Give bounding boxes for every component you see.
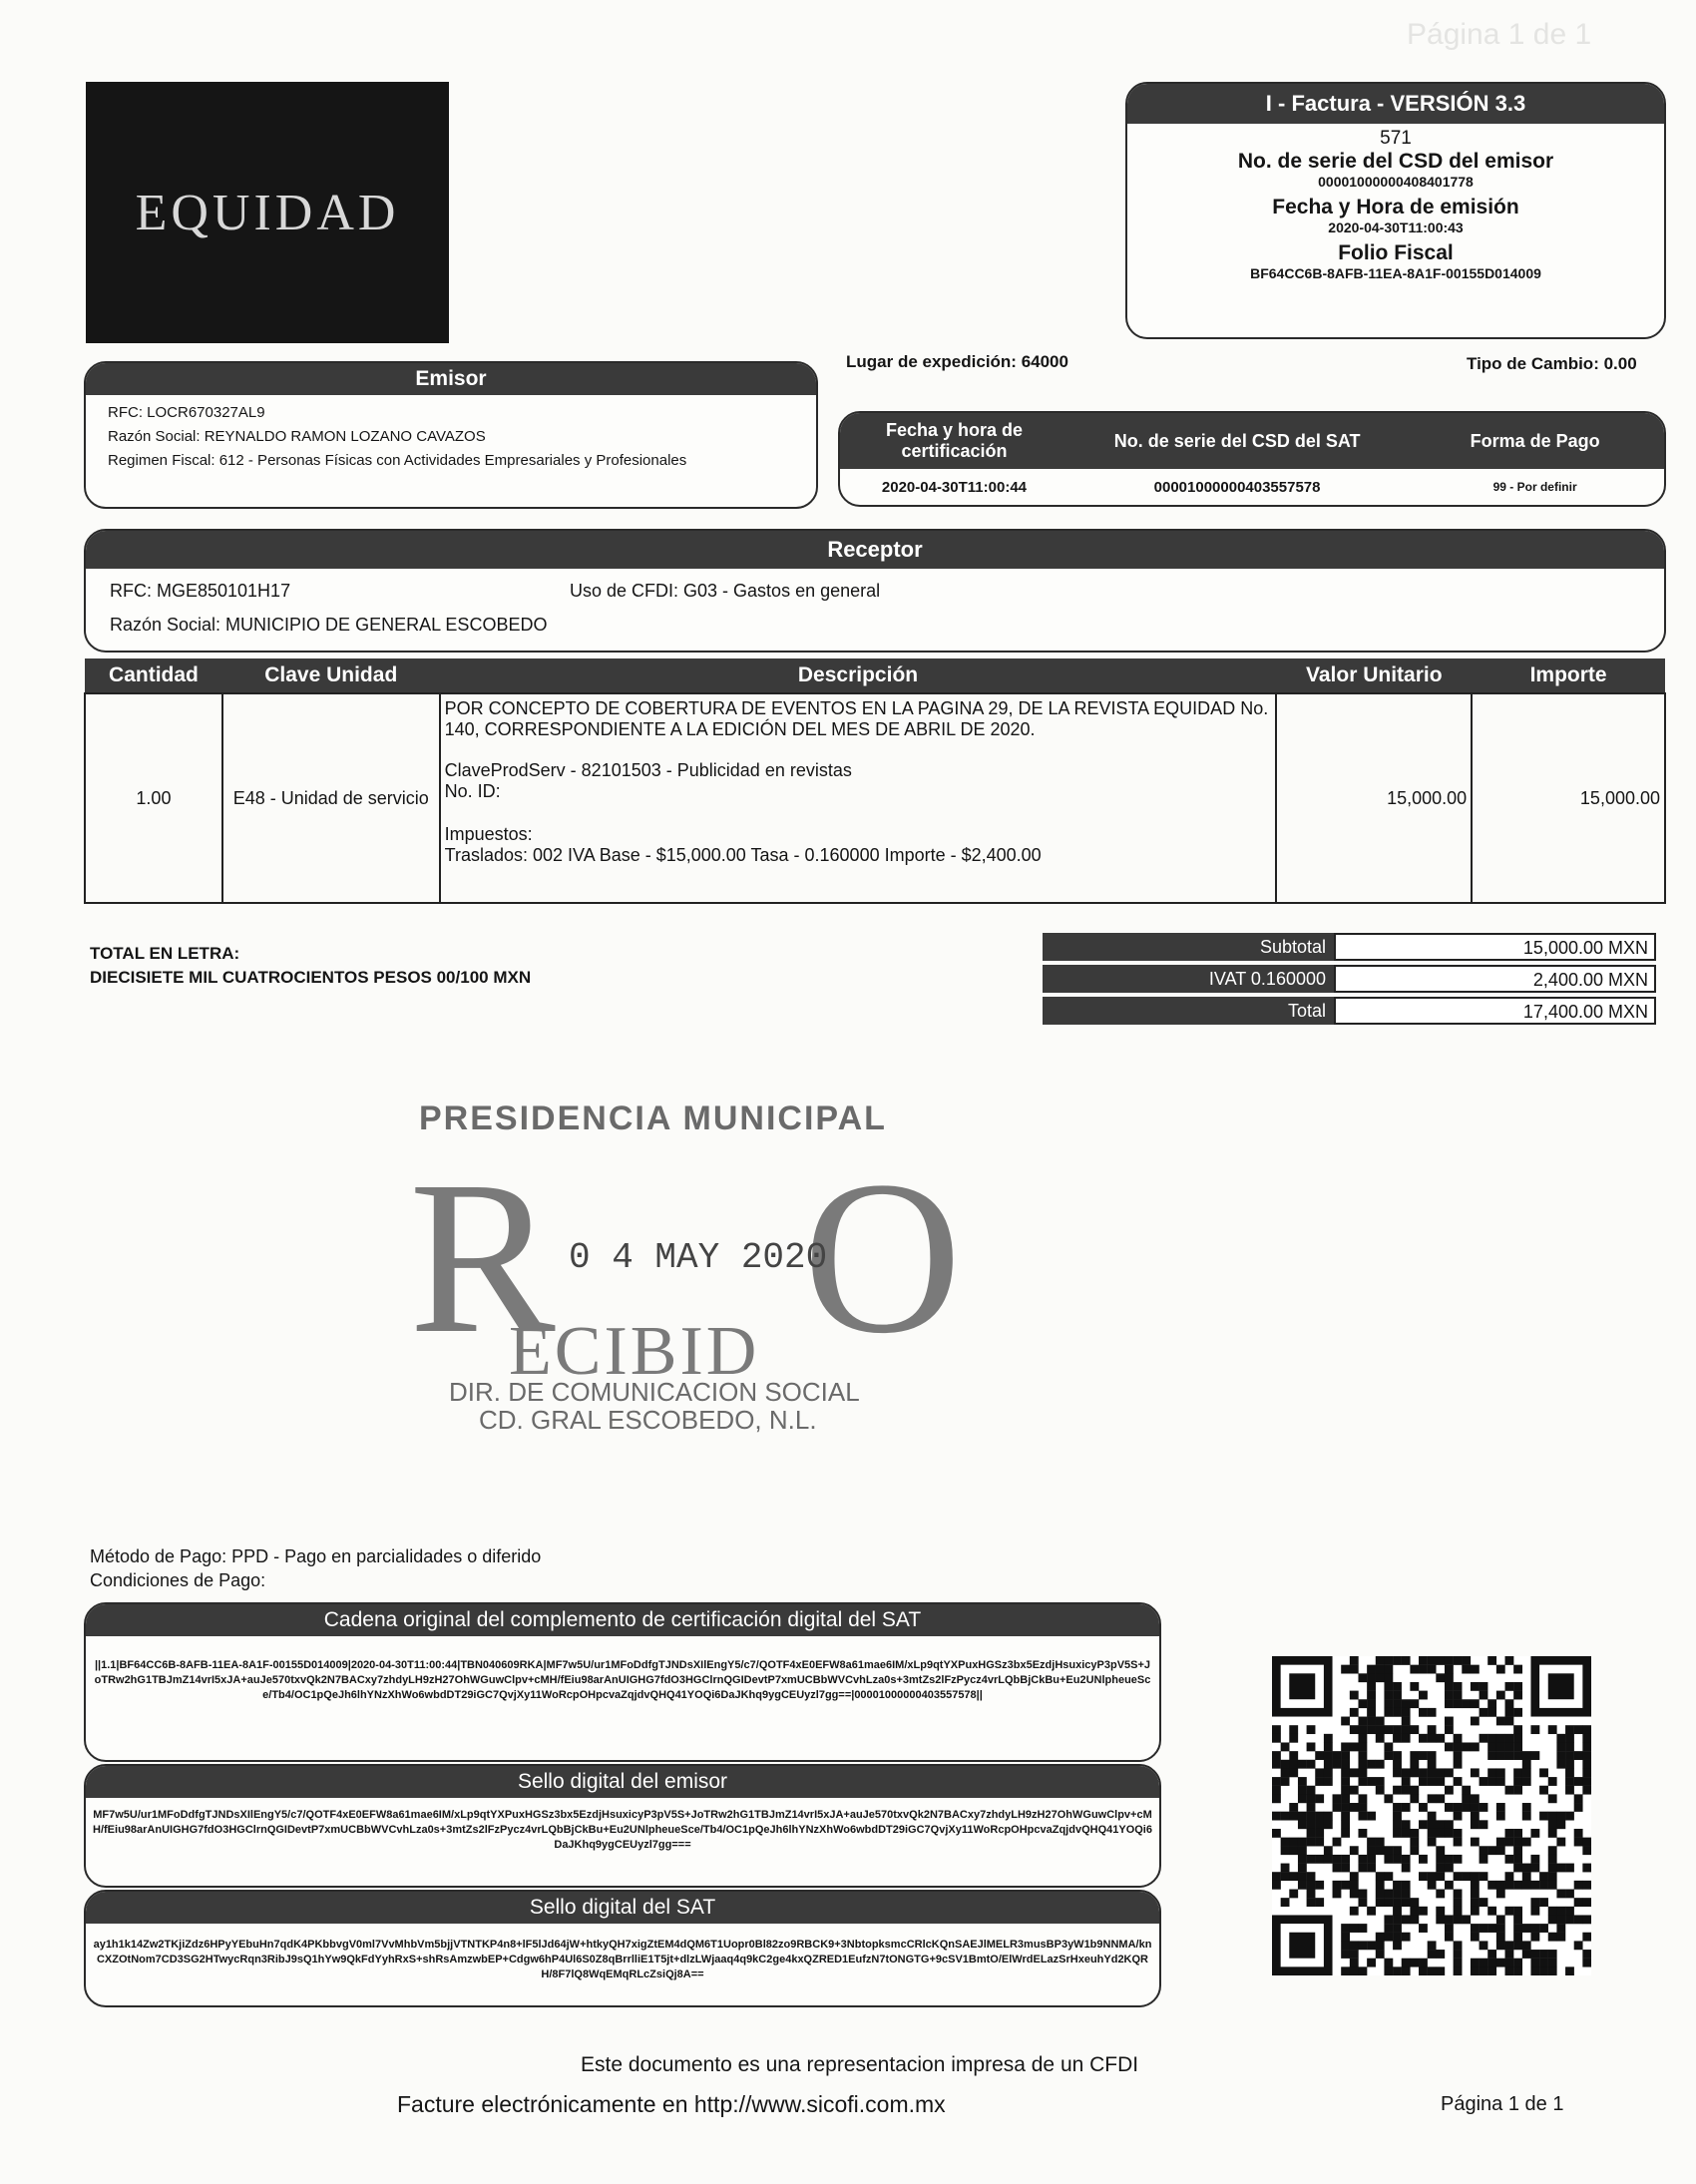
total-letra: DIECISIETE MIL CUATROCIENTOS PESOS 00/100 MXN	[90, 968, 532, 987]
csd-emisor-label: No. de serie del CSD del emisor	[1237, 150, 1554, 173]
receptor-rfc: RFC: MGE850101H17	[110, 581, 291, 601]
qr-code-graphic	[1272, 1656, 1591, 1975]
receptor-uso-cfdi: Uso de CFDI: G03 - Gastos en general	[570, 581, 881, 601]
item-desc-claveprodserv: ClaveProdServ - 82101503 - Publicidad en revistas	[444, 760, 852, 780]
stamp-letter-o: O	[803, 1135, 962, 1379]
stamp-letter-r: R	[409, 1135, 556, 1379]
emisor-regimen: Regimen Fiscal: 612 - Personas Físicas con Actividades Empresariales y Profesionales	[108, 452, 687, 469]
stamp-title: PRESIDENCIA MUNICIPAL	[419, 1099, 887, 1137]
fecha-emision-label: Fecha y Hora de emisión	[1272, 196, 1519, 218]
sello-sat-text: ay1h1k14Zw2TKjiZdz6HPyYEbuHn7qdK4PKbbvgV0ml7VvMhbVm5bjjVTNTKP4n8+lF5lJd64jW+htkyQH7xigZtEM4dQM6T1Uopr0Bl82zo9RBCK9+3NbtopksmcCRlcKQnSAEJlMELR3musBP3yW1b9NNMA/knCXZOtNom7CD3SG2HTwycRqn3RibJ9sQ1hYw9QkFdYyhRxS+shRsAmzwbEP+Cdgw6hP4Ul6S0Z8qBrrlliE1T5jt+dlzLWjaaq4q9kC2ge4kxQZRED1EufzN7tONGTG+9cSV1BmtO/ElWrdELazSrHxeuhYd2KQRH/8F7lQ8WqEMqRLcZsiQj8A==	[93, 1939, 1152, 1980]
forma-pago-value: 99 - Por definir	[1492, 480, 1577, 494]
total-value: 17,400.00 MXN	[1334, 997, 1656, 1025]
sello-emisor-title: Sello digital del emisor	[86, 1766, 1159, 1798]
iva-label: IVAT 0.160000	[1043, 965, 1334, 993]
col-clave-unidad: Clave Unidad	[222, 658, 440, 693]
footer-page-number: Página 1 de 1	[1441, 2093, 1564, 2115]
cert-forma-pago-header: Forma de Pago	[1470, 430, 1600, 451]
emisor-razon-social: Razón Social: REYNALDO RAMON LOZANO CAVAZOS	[108, 428, 486, 445]
item-desc-noid: No. ID:	[444, 781, 501, 801]
emisor-rfc: RFC: LOCR670327AL9	[108, 404, 265, 421]
metodo-pago: Método de Pago: PPD - Pago en parcialidades o diferido	[90, 1546, 542, 1566]
cert-fecha-value: 2020-04-30T11:00:44	[881, 478, 1027, 496]
receptor-razon-social: Razón Social: MUNICIPIO DE GENERAL ESCOBEDO	[110, 615, 548, 635]
receptor-box	[84, 529, 1666, 653]
cert-csd-value: 00001000000403557578	[1153, 478, 1321, 496]
col-importe: Importe	[1472, 658, 1665, 693]
folio-number: 571	[1380, 128, 1412, 149]
items-table	[84, 658, 1666, 904]
cadena-original-box	[84, 1602, 1161, 1762]
qr-code	[1272, 1656, 1591, 1975]
emisor-box	[84, 361, 818, 509]
received-stamp	[399, 1088, 962, 1435]
item-valor-unitario: 15,000.00	[1276, 693, 1472, 903]
sello-emisor-text: MF7w5U/ur1MFoDdfgTJNDsXIlEngY5/c7/QOTF4xE0EFW8a61mae6IM/xLp9qtYXPuxHGSz3bx5EzdjHsuxicyP3pV5S+JoTRw2hG1TBJmZ14vrI5xJA+auJe570txvQk2N7BACxy7zhdyLH9zH27OhWGuwClpv+cMH/fEiu98arAnUIGHG7fdO3HGClrnQGIDevtP7xmUCBbWVCvhLza0s+3mtZs2lFzPycz4vrLQbBjCkBu+Eu2UNlpheueSce/Tb4/OC1pQeJh6lhYNzXhWo6wbdDT29iGC7QvjXy11WoRcpOHpcvaZqjdvQHQ41YOQi6DaJKhq9ygCEUyzl7gg===	[93, 1809, 1152, 1851]
tipo-cambio: Tipo de Cambio: 0.00	[1467, 354, 1637, 373]
fecha-emision-value: 2020-04-30T11:00:43	[1328, 219, 1464, 235]
condiciones-pago: Condiciones de Pago:	[90, 1570, 266, 1590]
cert-fecha-header: Fecha y hora de certificación	[885, 420, 1024, 461]
invoice-type-title: I - Factura - VERSIÓN 3.3	[1127, 84, 1664, 124]
item-descripcion	[440, 693, 1277, 903]
item-unidad: E48 - Unidad de servicio	[222, 693, 440, 903]
total-letra-label: TOTAL EN LETRA:	[90, 944, 240, 963]
emisor-title: Emisor	[86, 363, 816, 395]
col-descripcion: Descripción	[440, 658, 1277, 693]
certificacion-box	[838, 411, 1666, 507]
csd-emisor-value: 00001000000408401778	[1318, 174, 1474, 190]
stamp-date: 0 4 MAY 2020	[569, 1237, 828, 1278]
cadena-original-title: Cadena original del complemento de certificación digital del SAT	[86, 1604, 1159, 1636]
certificacion-header	[840, 413, 1664, 469]
totals-block	[1043, 933, 1656, 1025]
sello-emisor-box	[84, 1764, 1161, 1888]
footer-cfdi-note: Este documento es una representacion impresa de un CFDI	[581, 2053, 1139, 2076]
item-desc-traslados: Traslados: 002 IVA Base - $15,000.00 Tasa - 0.160000 Importe - $2,400.00	[444, 845, 1042, 865]
col-cantidad: Cantidad	[85, 658, 222, 693]
item-desc-concepto: POR CONCEPTO DE COBERTURA DE EVENTOS EN LA PAGINA 29, DE LA REVISTA EQUIDAD No. 140, CORRESPONDIENTE A LA EDICIÓN DEL MES DE ABRIL DE 2020.	[444, 698, 1269, 739]
company-logo	[86, 82, 449, 343]
cert-csd-header: No. de serie del CSD del SAT	[1113, 430, 1361, 451]
sello-sat-box	[84, 1890, 1161, 2007]
top-page-label: Página 1 de 1	[1407, 18, 1592, 51]
lugar-expedicion: Lugar de expedición: 64000	[846, 352, 1068, 371]
stamp-recibido: ECIBID	[509, 1313, 760, 1390]
receptor-title: Receptor	[86, 531, 1664, 569]
table-row	[85, 693, 1665, 903]
stamp-cd: CD. GRAL ESCOBEDO, N.L.	[479, 1405, 817, 1435]
logo-text: EQUIDAD	[135, 184, 400, 241]
item-importe: 15,000.00	[1472, 693, 1665, 903]
sello-sat-title: Sello digital del SAT	[86, 1892, 1159, 1924]
col-valor-unitario: Valor Unitario	[1276, 658, 1472, 693]
item-desc-impuestos: Impuestos:	[444, 824, 533, 844]
total-label: Total	[1043, 997, 1334, 1025]
item-cantidad: 1.00	[85, 693, 222, 903]
stamp-dir: DIR. DE COMUNICACION SOCIAL	[449, 1377, 860, 1407]
subtotal-value: 15,000.00 MXN	[1334, 933, 1656, 961]
folio-fiscal-label: Folio Fiscal	[1338, 241, 1454, 264]
footer-website: Facture electrónicamente en http://www.sicofi.com.mx	[397, 2091, 946, 2117]
cadena-original-text: ||1.1|BF64CC6B-8AFB-11EA-8A1F-00155D014009|2020-04-30T11:00:44|TBN040609RKA|MF7w5U/ur1MFoDdfgTJNDsXIlEngY5/c7/QOTF4xE0EFW8a61mae6IM/xLp9qtYXPuxHGSz3bx5EzdjHsuxicyP3pV5S+JoTRw2hG1TBJmZ14vrI5xJA+auJe570txvQk2N7BACxy7zhdyLH9zH27OhWGuwClpv+cMH/fEiu98arAnUIGHG7fdO3HGClrnQGIDevtP7xmUCBbWVCvhLza0s+3mtZs2lFzPycz4vrLQbBjCkBu+Eu2UNlpheueSce/Tb4/OC1pQeJh6lhYNzXhWo6wbdDT29iGC7QvjXy11WoRcpOHpcvaZqjdvQHQ41YOQi6DaJKhq9ygCEUyzl7gg==|00001000000403557578||	[94, 1659, 1151, 1701]
iva-value: 2,400.00 MXN	[1334, 965, 1656, 993]
invoice-header-box	[1125, 82, 1666, 339]
folio-fiscal-value: BF64CC6B-8AFB-11EA-8A1F-00155D014009	[1250, 265, 1541, 281]
subtotal-label: Subtotal	[1043, 933, 1334, 961]
